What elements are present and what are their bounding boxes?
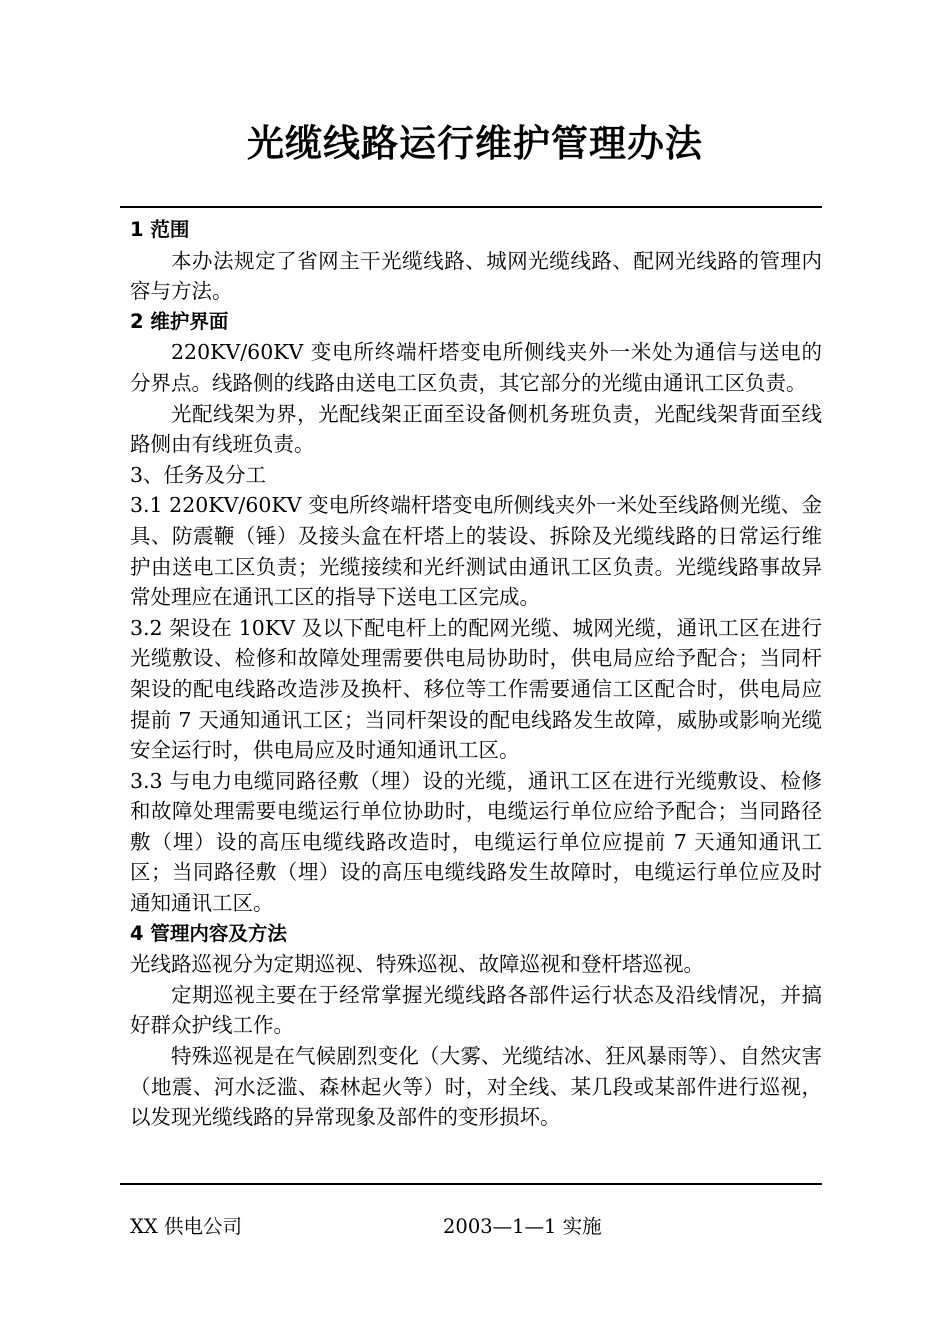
paragraph: 光配线架为界，光配线架正面至设备侧机务班负责，光配线架背面至线路侧由有线班负责。 <box>130 401 822 457</box>
paragraph: 3.3 与电力电缆同路径敷（埋）设的光缆，通讯工区在进行光缆敷设、检修和故障处理需要电缆运行单位协助时，电缆运行单位应给予配合；当同路径敷（埋）设的高压电缆线路改造时，电缆运行单位应提前 7 天通知通讯工区；当同路径敷（埋）设的高压电缆线路发生故障时，电缆运行单位应及时通知通讯工区。 <box>130 768 822 916</box>
paragraph: 特殊巡视是在气候剧烈变化（大雾、光缆结冰、狂风暴雨等）、自然灾害（地震、河水泛滥、森林起火等）时，对全线、某几段或某部件进行巡视，以发现光缆线路的异常现象及部件的变形损坏。 <box>130 1044 822 1130</box>
section-heading-management: 4 管理内容及方法 <box>130 921 287 945</box>
paragraph: 3.1 220KV/60KV 变电所终端杆塔变电所侧线夹外一米处至线路侧光缆、金具、防震鞭（锤）及接头盒在杆塔上的装设、拆除及光缆线路的日常运行维护由送电工区负责；光缆接续和光纤测试由通讯工区负责。光缆线路事故异常处理应在通讯工区的指导下送电工区完成。 <box>130 493 822 610</box>
header-divider <box>120 206 822 208</box>
section-heading-tasks: 3、任务及分工 <box>130 462 267 487</box>
paragraph: 本办法规定了省网主干光缆线路、城网光缆线路、配网光线路的管理内容与方法。 <box>130 248 822 304</box>
paragraph: 3.2 架设在 10KV 及以下配电杆上的配网光缆、城网光缆，通讯工区在进行光缆敷设、检修和故障处理需要供电局协助时，供电局应给予配合；当同杆架设的配电线路改造涉及换杆、移位等工作需要通信工区配合时，供电局应提前 7 天通知通讯工区；当同杆架设的配电线路发生故障，威胁或影响光缆安全运行时，供电局应及时通知通讯工区。 <box>130 615 822 763</box>
paragraph: 定期巡视主要在于经常掌握光缆线路各部件运行状态及沿线情况，并搞好群众护线工作。 <box>130 982 822 1038</box>
paragraph: 220KV/60KV 变电所终端杆塔变电所侧线夹外一米处为通信与送电的分界点。线路侧的线路由送电工区负责，其它部分的光缆由通讯工区负责。 <box>130 340 822 395</box>
paragraph: 光线路巡视分为定期巡视、特殊巡视、故障巡视和登杆塔巡视。 <box>130 952 704 977</box>
footer-divider <box>120 1183 822 1185</box>
section-heading-scope: 1 范围 <box>130 218 190 241</box>
document-body <box>130 215 822 1133</box>
footer-date: 2003—1—1 实施 <box>443 1215 602 1238</box>
section-heading-interface: 2 维护界面 <box>130 309 229 333</box>
footer-company: XX 供电公司 <box>130 1215 242 1238</box>
document-title: 光缆线路运行维护管理办法 <box>247 122 703 165</box>
